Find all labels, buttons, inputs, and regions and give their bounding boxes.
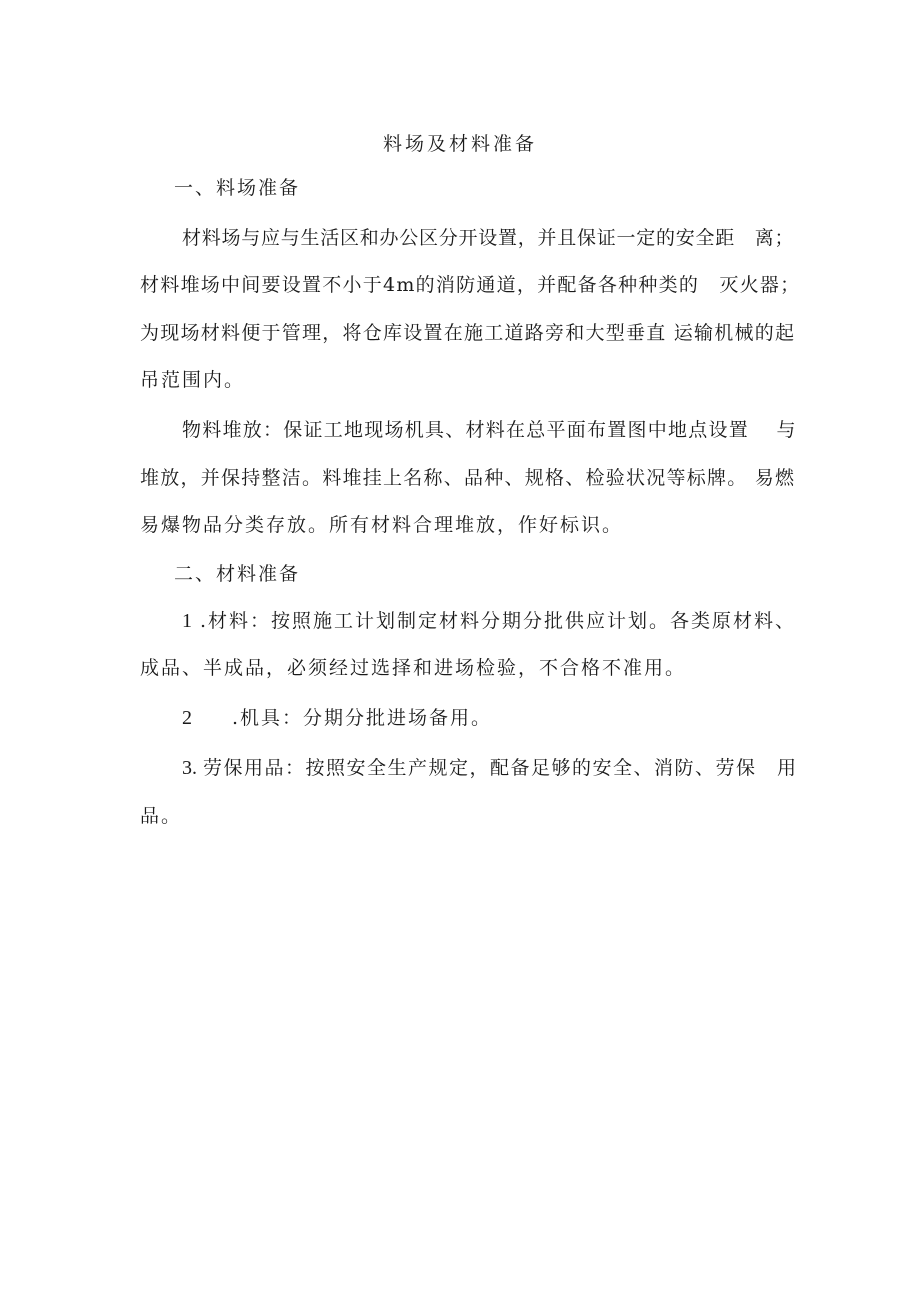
document-title: 料场及材料准备 [382, 133, 537, 155]
list-item-text: .材料：按照施工计划制定材料分期分批供应计划。各类原材料、 [200, 610, 797, 632]
paragraph-line: 易爆物品分类存放。所有材料合理堆放，作好标识。 [140, 514, 624, 536]
list-item-text: 成品、半成品，必须经过选择和进场检验，不合格不准用。 [140, 657, 687, 679]
paragraph-line: 吊范围内。 [140, 369, 246, 391]
section-heading-materials: 二、材料准备 [174, 563, 301, 585]
paragraph-line: 堆放，并保持整洁。料堆挂上名称、品种、规格、检验状况等标牌。 易燃 [140, 467, 796, 489]
list-item-text: 劳保用品：按照安全生产规定，配备足够的安全、消防、劳保 用 [203, 757, 798, 779]
paragraph-line: 材料堆场中间要设置不小于4m的消防通道，并配备各种种类的 灭火器； [140, 274, 801, 296]
section-heading-site: 一、料场准备 [174, 177, 301, 199]
list-item-number: 1 [182, 610, 192, 632]
list-item-number: 3. [182, 757, 197, 779]
list-item-number: 2 [182, 707, 192, 729]
paragraph-line: 物料堆放：保证工地现场机具、材料在总平面布置图中地点设置 与 [182, 419, 797, 441]
paragraph-line: 材料场与应与生活区和办公区分开设置，并且保证一定的安全距 离； [182, 227, 795, 249]
list-item-text: .机具：分期分批进场备用。 [232, 707, 493, 729]
list-item-text: 品。 [140, 805, 183, 827]
paragraph-line: 为现场材料便于管理，将仓库设置在施工道路旁和大型垂直 运输机械的起 [140, 322, 796, 344]
